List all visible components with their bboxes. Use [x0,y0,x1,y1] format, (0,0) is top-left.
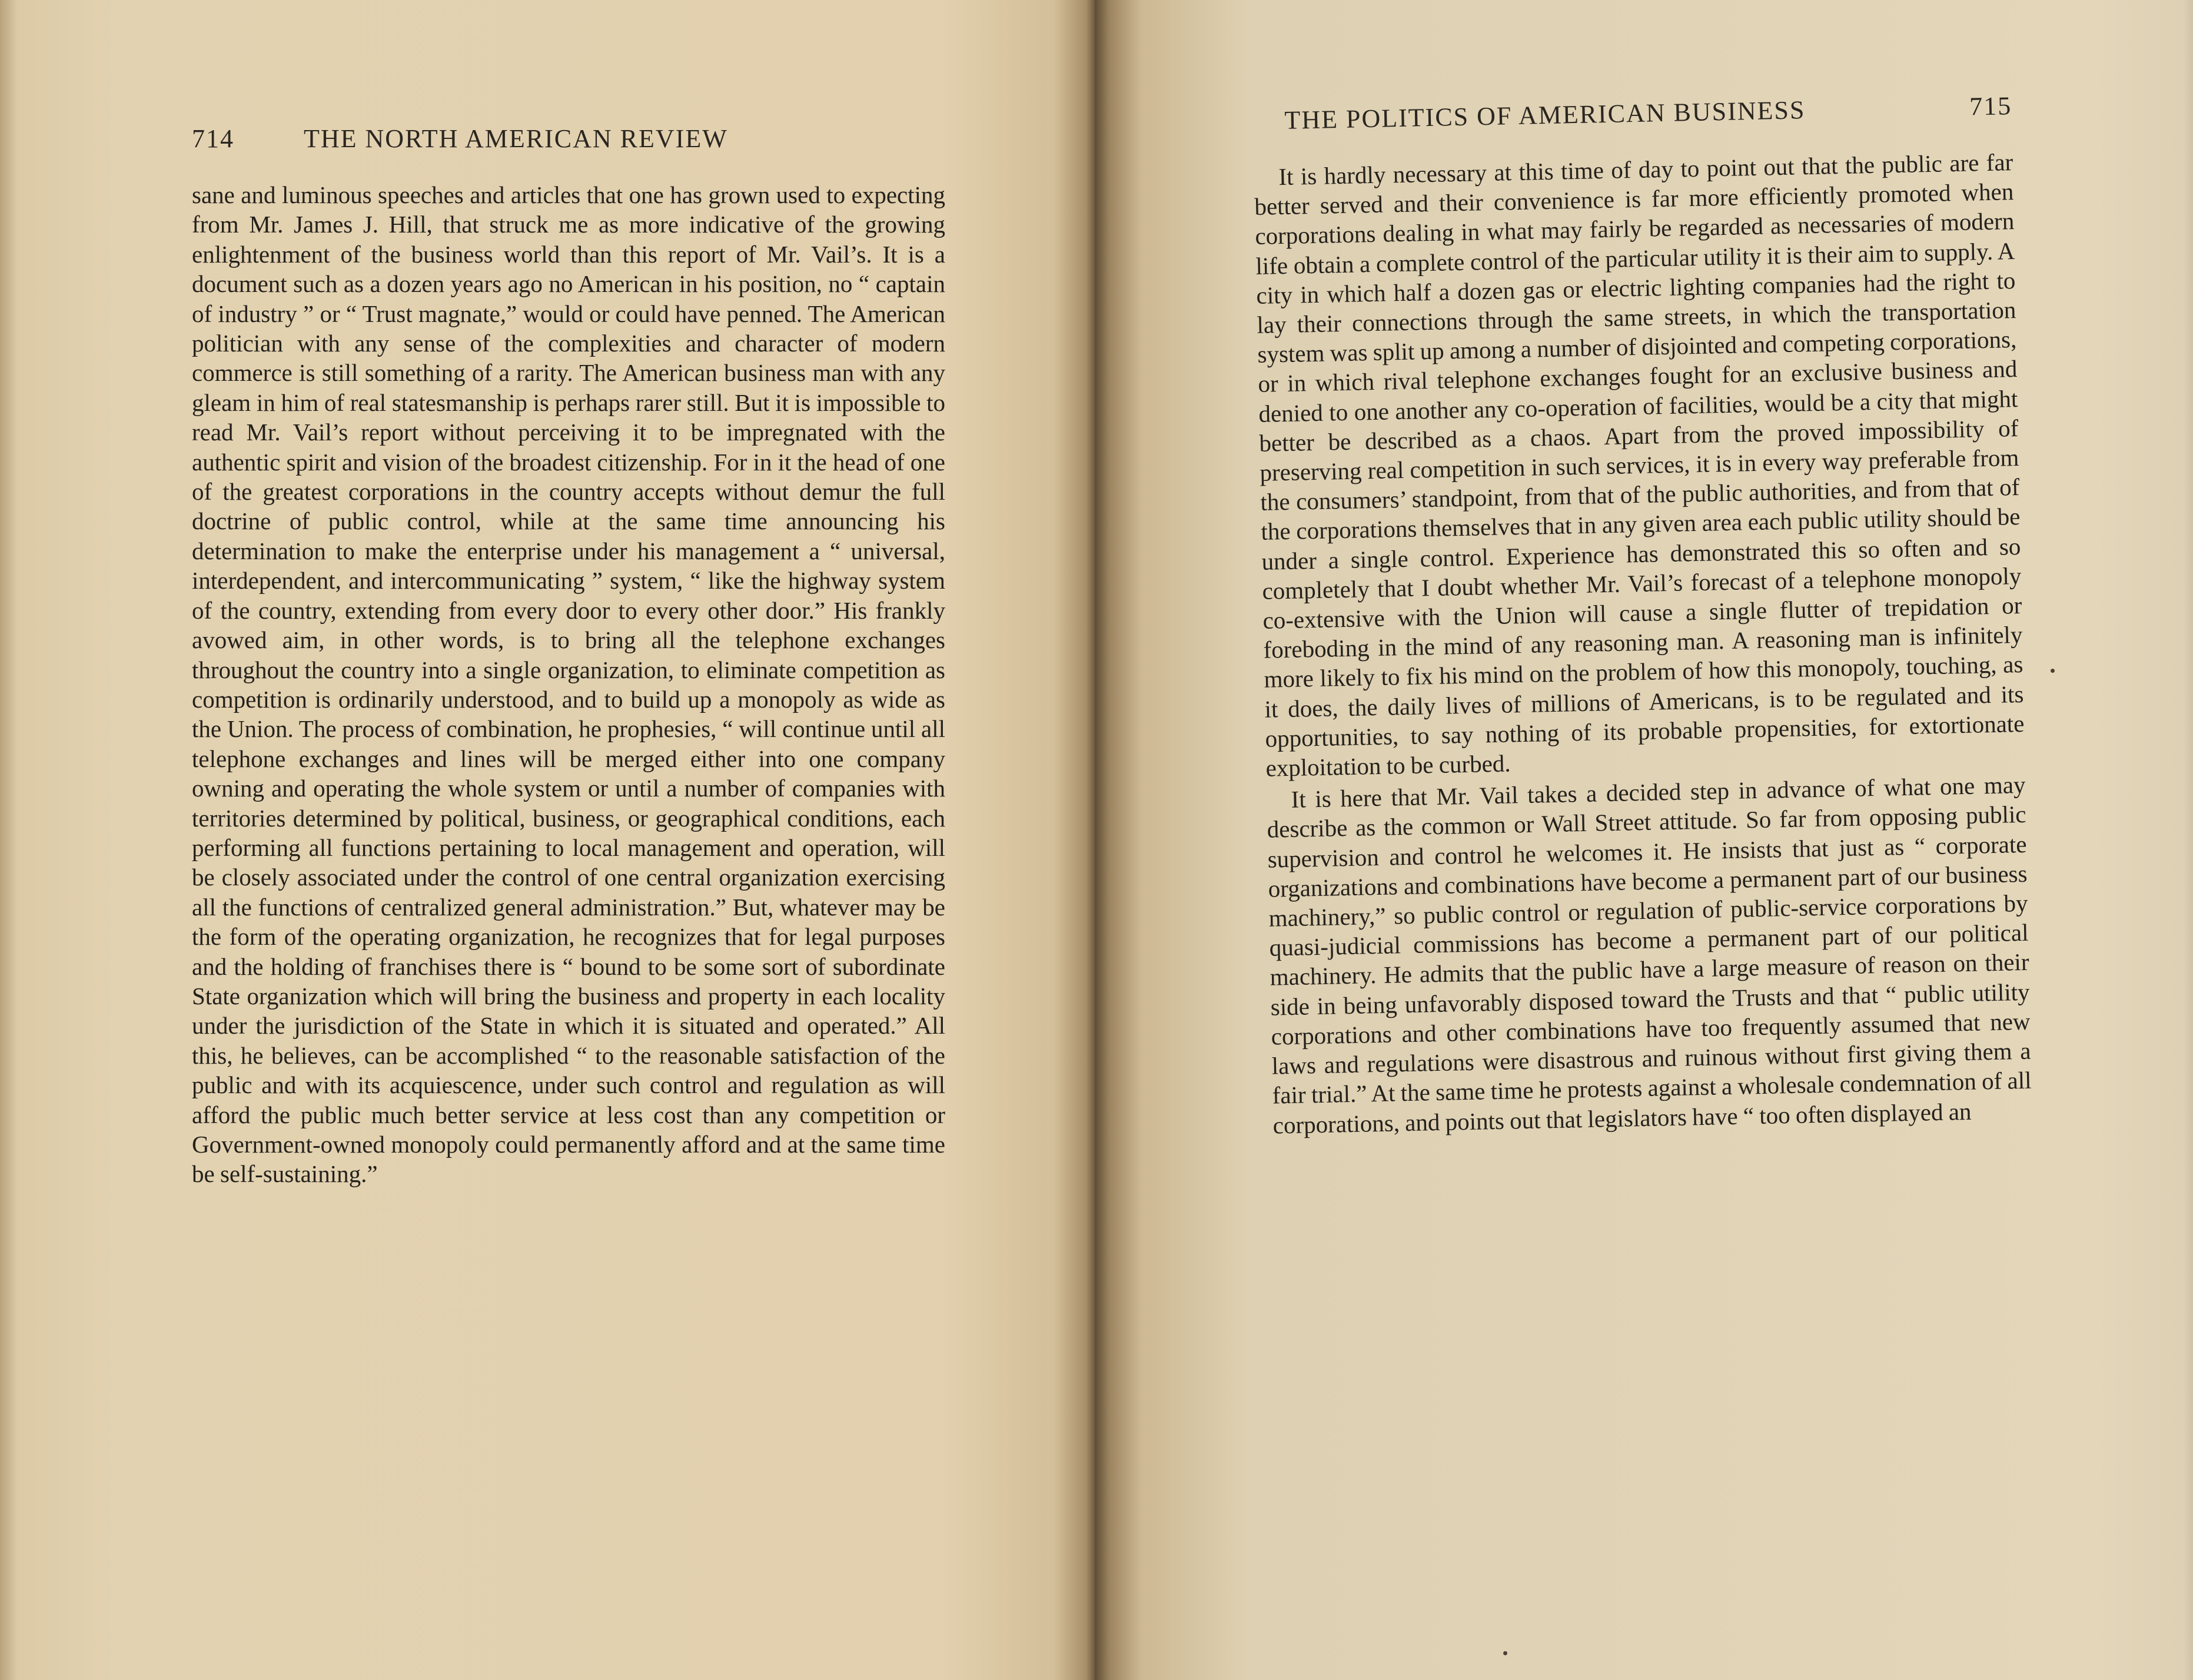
left-body-text [192,180,945,1189]
ink-speck [1503,1651,1507,1655]
paragraph: It is hardly necessary at this time of day to point out that the public are far better served and their convenience is far more efficiently promoted when corporations dealing in what may fairly be regarded as necessaries of modern life obtain a complete control of the particular utility it is their aim to supply. A city in which half a dozen gas or electric lighting companies had the right to lay their connections through the same streets, in which the transportation system was split up among a number of disjointed and competing corporations, or in which rival telephone exchanges fought for an exclusive business and denied to one another any co-operation of facilities, would be a city that might better be described as a chaos. Apart from the proved impossibility of preserving real competition in such services, it is in every way preferable from the consumers’ standpoint, from that of the public authorities, and from that of the corporations themselves that in any given area each public utility should be under a single control. Experience has demonstrated this so often and so completely that I doubt whether Mr. Vail’s forecast of a telephone monopoly co-extensive with the Union will cause a single flutter of trepidation or foreboding in the mind of any reasoning man. A reasoning man is infinitely more likely to fix his mind on the problem of how this monopoly, touching, as it does, the daily lives of millions of Americans, is to be regulated and its opportunities, to say nothing of its probable propensities, for extortionate exploitation to be curbed. [1254,148,2025,782]
page-number: 715 [1969,91,2012,121]
paragraph: It is here that Mr. Vail takes a decided step in advance of what one may describe as the common or Wall Street attitude. So far from opposing public supervision and control he welcomes it. He insists that just as “ corporate organizations and combinations have become a permanent part of our business machinery,” so public control or regulation of public-service corporations by quasi-judicial commissions has become a permanent part of our political machinery. He admits that the public have a large measure of reason on their side in being unfavorably disposed toward the Trusts and that “ public utility corporations and other combinations have too frequently assumed that new laws and regulations were disastrous and ruinous without first giving them a fair trial.” At the same time he protests against a wholesale condemnation of all corporations, and points out that legislators have “ too often displayed an [1267,771,2032,1139]
running-head: THE NORTH AMERICAN REVIEW [304,124,728,153]
right-running-header [1252,91,2012,147]
right-page-content [1252,91,2032,1140]
page-number: 714 [192,124,234,153]
paragraph: sane and luminous speeches and articles that one has grown used to expecting from Mr. James J. Hill, that struck me as more indicative of the growing enlightenment of the business world than this report of Mr. Vail’s. It is a document such as a dozen years ago no American in his position, no “ captain of industry ” or “ Trust magnate,” would or could have penned. The American politician with any sense of the complexities and character of modern commerce is still something of a rarity. The American business man with any gleam in him of real statesmanship is perhaps rarer still. But it is impossible to read Mr. Vail’s report without perceiving it to be impregnated with the authentic spirit and vision of the broadest citizenship. For in it the head of one of the greatest corporations in the country accepts without demur the full doctrine of public control, while at the same time announcing his determination to make the enterprise under his management a “ universal, interdependent, and intercommunicating ” system, “ like the highway system of the country, extending from every door to every other door.” His frankly avowed aim, in other words, is to bring all the telephone exchanges throughout the country into a single organization, to eliminate competition as competition is ordinarily understood, and to build up a monopoly as wide as the Union. The process of combination, he prophesies, “ will continue until all telephone exchanges and lines will be merged either into one company owning and operating the whole system or until a number of companies with territories determined by political, business, or geographical conditions, each performing all functions pertaining to local management and operation, will be closely associated under the control of one central organization exercising all the functions of centralized general administration.” But, whatever may be the form of the operating organization, he recognizes that for legal purposes and the holding of franchises there is “ bound to be some sort of subordinate State organization which will bring the business and property in each locality under the jurisdiction of the State in which it is situated and operated.” All this, he believes, can be accomplished “ to the reasonable satisfaction of the public and with its acquiescence, under such control and regulation as will afford the public much better service at less cost than any competition or Government-owned monopoly could permanently afford and at the same time be self-sustaining.” [192,181,945,1188]
left-running-header [192,124,945,165]
ink-speck [2051,669,2055,673]
left-page-content [192,124,945,1189]
right-page [1095,0,2193,1680]
right-body-text [1254,147,2032,1140]
running-head: THE POLITICS OF AMERICAN BUSINESS [1284,95,1806,135]
left-page [0,0,1095,1680]
